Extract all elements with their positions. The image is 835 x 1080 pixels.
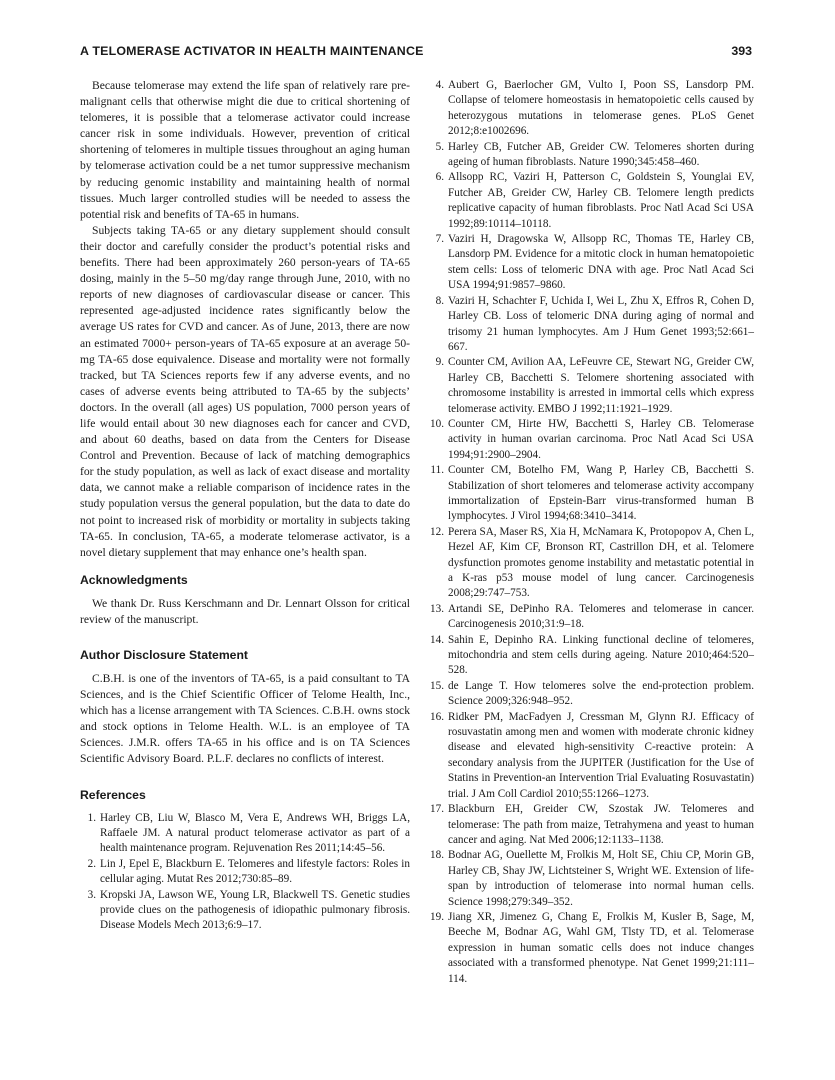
reference-item (428, 355, 754, 417)
reference-text: Allsopp RC, Vaziri H, Patterson C, Goldstein S, Younglai EV, Futcher AB, Greider CW, Harley CB. Telomere length predicts replicative capacity of human fibroblasts. Proc Natl Acad Sci USA 1992;89:10114–10118. (448, 171, 754, 230)
reference-text: Harley CB, Liu W, Blasco M, Vera E, Andrews WH, Briggs LA, Raffaele JM. A natural product telomerase activator as part of a health maintenance program. Rejuvenation Res 2011;14:45–56. (100, 811, 410, 855)
reference-number: 7. (435, 233, 444, 246)
acknowledgments-text: We thank Dr. Russ Kerschmann and Dr. Lennart Olsson for critical review of the manuscript. (80, 596, 410, 626)
running-title: A TELOMERASE ACTIVATOR IN HEALTH MAINTENANCE (80, 44, 424, 58)
body-paragraph: Subjects taking TA-65 or any dietary supplement should consult their doctor and carefully consider the product’s potential risks and benefits. There had been approximately 260 person-years of TA-65 dosing, mainly in the 5–50 mg/day range through June, 2010, with no reports of new diagnoses of cardiovascular disease or cancer. This represented age-adjusted incidence rates significantly below the average US rates for CVD and cancer. As of June, 2013, there are now an estimated 7000+ person-years of TA-65 exposure at an average 50-mg TA-65 dose equivalence. Disease and mortality were not formally tracked, but TA Sciences reports few if any adverse events, and no cases of adverse events being attributed to TA-65 by the subjects’ doctors. In the overall (all ages) US population, 7000 person years of life would entail about 30 new diagnoses each for cancer and CVD, and about 60 deaths, based on data from the Centers for Disease Control and Prevention. Because of lack of matching demographics for the study population, as well as lack of exact disease and mortality data, we cannot make a reliable comparison of incidence rates in the study population versus the general population, but the data to date do not point to increased risk of morbidity or mortality in subjects taking TA-65. In conclusion, TA-65, a moderate telomerase activator, is a novel dietary supplement that may enhance one’s health span. (80, 223, 410, 559)
reference-text: Counter CM, Avilion AA, LeFeuvre CE, Stewart NG, Greider CW, Harley CB, Bacchetti S. Telomere shortening associated with chromosome instability is arrested in immortal cells which express telomerase activity. EMBO J 1992;11:1921–1929. (448, 356, 754, 415)
reference-text: Perera SA, Maser RS, Xia H, McNamara K, Protopopov A, Chen L, Hezel AF, Kim CF, Bronson RT, Castrillon DH, et al. Telomere dysfunction promotes genome instability and metastatic potential in a K-ras p53 mouse model of lung cancer. Carcinogenesis 2008;29:747–753. (448, 525, 754, 600)
reference-item (80, 811, 410, 857)
reference-text: Kropski JA, Lawson WE, Young LR, Blackwell TS. Genetic studies provide clues on the pathogenesis of idiopathic pulmonary fibrosis. Disease Models Mech 2013;6:9–17. (100, 888, 410, 932)
reference-item (428, 78, 754, 140)
reference-item (428, 525, 754, 602)
reference-number: 12. (430, 525, 444, 538)
reference-item (428, 602, 754, 633)
reference-number: 9. (435, 356, 444, 369)
reference-number: 16. (430, 710, 444, 723)
reference-number: 15. (430, 679, 444, 692)
reference-number: 19. (430, 910, 444, 923)
reference-text: Counter CM, Hirte HW, Bacchetti S, Harley CB. Telomerase activity in human ovarian carcinoma. Proc Natl Acad Sci USA 1994;91:2900–2904. (448, 417, 754, 461)
reference-item (428, 910, 754, 987)
reference-item (428, 140, 754, 171)
reference-list-left (80, 811, 410, 934)
reference-text: Lin J, Epel E, Blackburn E. Telomeres and lifestyle factors: Roles in cellular aging. Mutat Res 2012;730:85–89. (100, 857, 410, 886)
disclosure-heading: Author Disclosure Statement (80, 648, 248, 662)
reference-number: 5. (435, 140, 444, 153)
reference-text: Artandi SE, DePinho RA. Telomeres and telomerase in cancer. Carcinogenesis 2010;31:9–18. (448, 602, 754, 631)
reference-text: Counter CM, Botelho FM, Wang P, Harley CB, Bacchetti S. Stabilization of short telomeres and telomerase activity accompany immortalization of Epstein-Barr virus-transformed human B lymphocytes. J Virol 1994;68:3410–3414. (448, 464, 754, 523)
reference-item (428, 633, 754, 679)
reference-item (428, 417, 754, 463)
reference-text: Vaziri H, Dragowska W, Allsopp RC, Thomas TE, Harley CB, Lansdorp PM. Evidence for a mitotic clock in human hematopoietic stem cells: Loss of telomeric DNA with age. Proc Natl Acad Sci USA 1994;91:9857–9860. (448, 233, 754, 292)
references-heading: References (80, 787, 146, 802)
reference-number: 14. (430, 633, 444, 646)
page-number: 393 (731, 44, 752, 58)
reference-text: Vaziri H, Schachter F, Uchida I, Wei L, Zhu X, Effros R, Cohen D, Harley CB. Loss of telomeric DNA during aging of normal and trisomy 21 human lymphocytes. Am J Hum Genet 1993;52:661–667. (448, 294, 754, 353)
reference-text: Bodnar AG, Ouellette M, Frolkis M, Holt SE, Chiu CP, Morin GB, Harley CB, Shay JW, Lichtsteiner S, Wright WE. Extension of life-span by introduction of telomerase into normal human cells. Science 1998;279:349–352. (448, 849, 754, 908)
left-column (80, 78, 410, 934)
reference-item (428, 170, 754, 232)
reference-number: 8. (435, 294, 444, 307)
reference-text: Harley CB, Futcher AB, Greider CW. Telomeres shorten during ageing of human fibroblasts. Nature 1990;345:458–460. (448, 140, 754, 169)
reference-number: 3. (87, 888, 96, 901)
reference-number: 11. (430, 464, 444, 477)
reference-item (80, 888, 410, 934)
reference-item (428, 679, 754, 710)
reference-number: 1. (87, 811, 96, 824)
reference-number: 18. (430, 849, 444, 862)
right-column (428, 78, 754, 987)
reference-item (428, 710, 754, 802)
reference-number: 2. (87, 857, 96, 870)
reference-item (428, 232, 754, 294)
reference-text: Aubert G, Baerlocher GM, Vulto I, Poon SS, Lansdorp PM. Collapse of telomere homeostasis in hematopoietic cells caused by heterozygous mutations in telomerase genes. PLoS Genet 2012;8:e1002696. (448, 79, 754, 138)
reference-number: 4. (435, 79, 444, 91)
acknowledgments-heading: Acknowledgments (80, 572, 188, 587)
body-paragraph: Because telomerase may extend the life span of relatively rare pre-malignant cells that otherwise might die due to critical shortening of telomeres, it is possible that a telomerase activator could increase cancer risk in some individuals. However, prevention of critical shortening of telomeres in multiple tissues throughout an aging human by telomerase activation could be a net tumor suppressive mechanism by reducing genomic instability and maintaining health of normal tissues. Much larger controlled studies will be needed to assess the potential risk and benefits of TA-65 in humans. (80, 79, 410, 221)
reference-text: Jiang XR, Jimenez G, Chang E, Frolkis M, Kusler B, Sage, M, Beeche M, Bodnar AG, Wahl GM, Tlsty TD, et al. Telomerase expression in human somatic cells does not induce changes associated with a transformed phenotype. Nat Genet 1999;21:111–114. (448, 910, 754, 985)
reference-item (80, 857, 410, 888)
reference-list-right (428, 78, 754, 987)
reference-number: 6. (435, 171, 444, 184)
reference-item (428, 463, 754, 525)
reference-item (428, 848, 754, 910)
reference-text: Blackburn EH, Greider CW, Szostak JW. Telomeres and telomerase: The path from maize, Tetrahymena and yeast to human cancer and aging. Nat Med 2006;12:1133–1138. (448, 803, 754, 846)
page-header (80, 44, 752, 64)
disclosure-text: C.B.H. is one of the inventors of TA-65, is a paid consultant to TA Sciences, and is the Chief Scientific Officer of Telome Health, Inc., which has a license arrangement with TA Sciences. C.B.H. owns stock and stock options in Telome Health. W.L. is an employee of TA Sciences. J.M.R. offers TA-65 in his office and is on TA Sciences Scientific Advisory Board. P.L.F. declares no conflicts of interest. (80, 672, 410, 766)
reference-number: 13. (430, 602, 444, 615)
reference-item (428, 802, 754, 848)
reference-text: Ridker PM, MacFadyen J, Cressman M, Glynn RJ. Efficacy of rosuvastatin among men and women with moderate chronic kidney disease and elevated high-sensitivity C-reactive protein: A secondary analysis from the JUPITER (Justification for the Use of Statins in Prevention-an Intervention Trial Evaluating Rosuvastatin) trial. J Am Coll Cardiol 2010;55:1266–1273. (448, 710, 754, 800)
reference-number: 10. (430, 417, 444, 430)
reference-number: 17. (430, 803, 444, 816)
reference-item (428, 294, 754, 356)
reference-text: Sahin E, Depinho RA. Linking functional decline of telomeres, mitochondria and stem cells during ageing. Nature 2010;464:520–528. (448, 633, 754, 677)
reference-text: de Lange T. How telomeres solve the end-protection problem. Science 2009;326:948–952. (448, 679, 754, 708)
